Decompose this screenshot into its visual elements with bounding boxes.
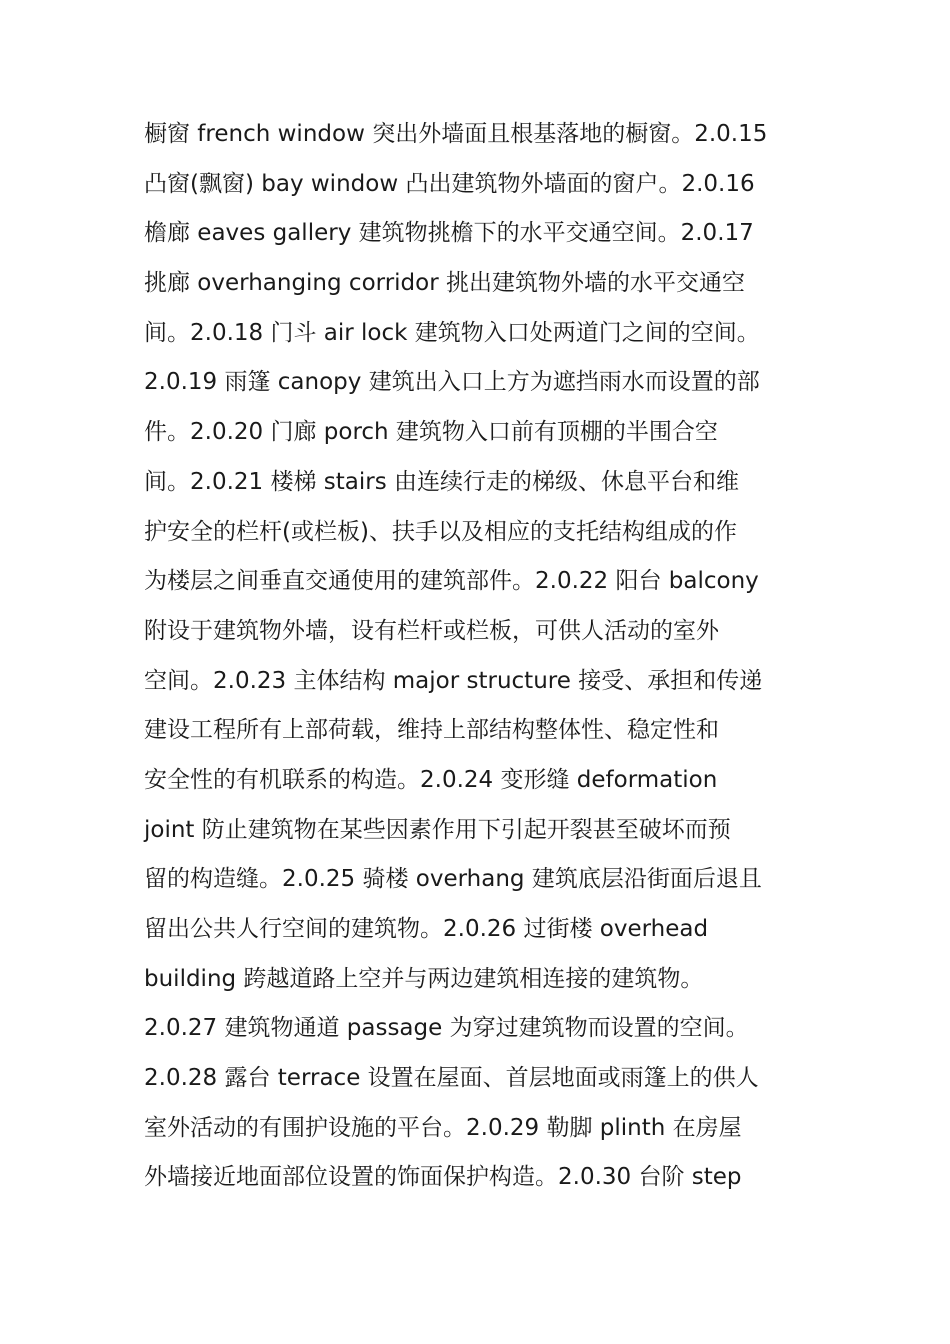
text-line: 安全性的有机联系的构造。2.0.24 变形缝 deformation: [144, 766, 718, 793]
text-line: 檐廊 eaves gallery 建筑物挑檐下的水平交通空间。2.0.17: [144, 220, 754, 247]
text-line: 建设工程所有上部荷载，维持上部结构整体性、稳定性和: [144, 717, 719, 744]
text-line: 2.0.19 雨篷 canopy 建筑出入口上方为遮挡雨水而设置的部: [144, 369, 760, 396]
text-line: 间。2.0.18 门斗 air lock 建筑物入口处两道门之间的空间。: [144, 319, 760, 346]
text-line: 凸窗(飘窗) bay window 凸出建筑物外墙面的窗户。2.0.16: [144, 170, 755, 197]
text-line: 室外活动的有围护设施的平台。2.0.29 勒脚 plinth 在房屋: [144, 1114, 742, 1141]
text-line: building 跨越道路上空并与两边建筑相连接的建筑物。: [144, 965, 704, 992]
text-line: joint 防止建筑物在某些因素作用下引起开裂甚至破坏而预: [144, 816, 731, 843]
text-line: 橱窗 french window 突出外墙面且根基落地的橱窗。2.0.15: [144, 121, 768, 147]
text-line: 留的构造缝。2.0.25 骑楼 overhang 建筑底层沿街面后退且: [144, 866, 762, 893]
text-line: 外墙接近地面部位设置的饰面保护构造。2.0.30 台阶 step: [144, 1164, 742, 1191]
body-text: [144, 110, 824, 1203]
text-line: 2.0.28 露台 terrace 设置在屋面、首层地面或雨篷上的供人: [144, 1065, 759, 1092]
text-line: 留出公共人行空间的建筑物。2.0.26 过街楼 overhead: [144, 916, 709, 942]
text-line: 为楼层之间垂直交通使用的建筑部件。2.0.22 阳台 balcony: [144, 568, 759, 595]
text-line: 空间。2.0.23 主体结构 major structure 接受、承担和传递: [144, 667, 763, 694]
text-line: 间。2.0.21 楼梯 stairs 由连续行走的梯级、休息平台和维: [144, 468, 740, 495]
text-line: 挑廊 overhanging corridor 挑出建筑物外墙的水平交通空: [144, 270, 745, 297]
text-line: 护安全的栏杆(或栏板)、扶手以及相应的支托结构组成的作: [144, 518, 737, 545]
text-line: 附设于建筑物外墙，设有栏杆或栏板，可供人活动的室外: [144, 617, 719, 644]
text-line: 2.0.27 建筑物通道 passage 为穿过建筑物而设置的空间。: [144, 1015, 749, 1042]
text-line: 件。2.0.20 门廊 porch 建筑物入口前有顶棚的半围合空: [144, 419, 718, 446]
